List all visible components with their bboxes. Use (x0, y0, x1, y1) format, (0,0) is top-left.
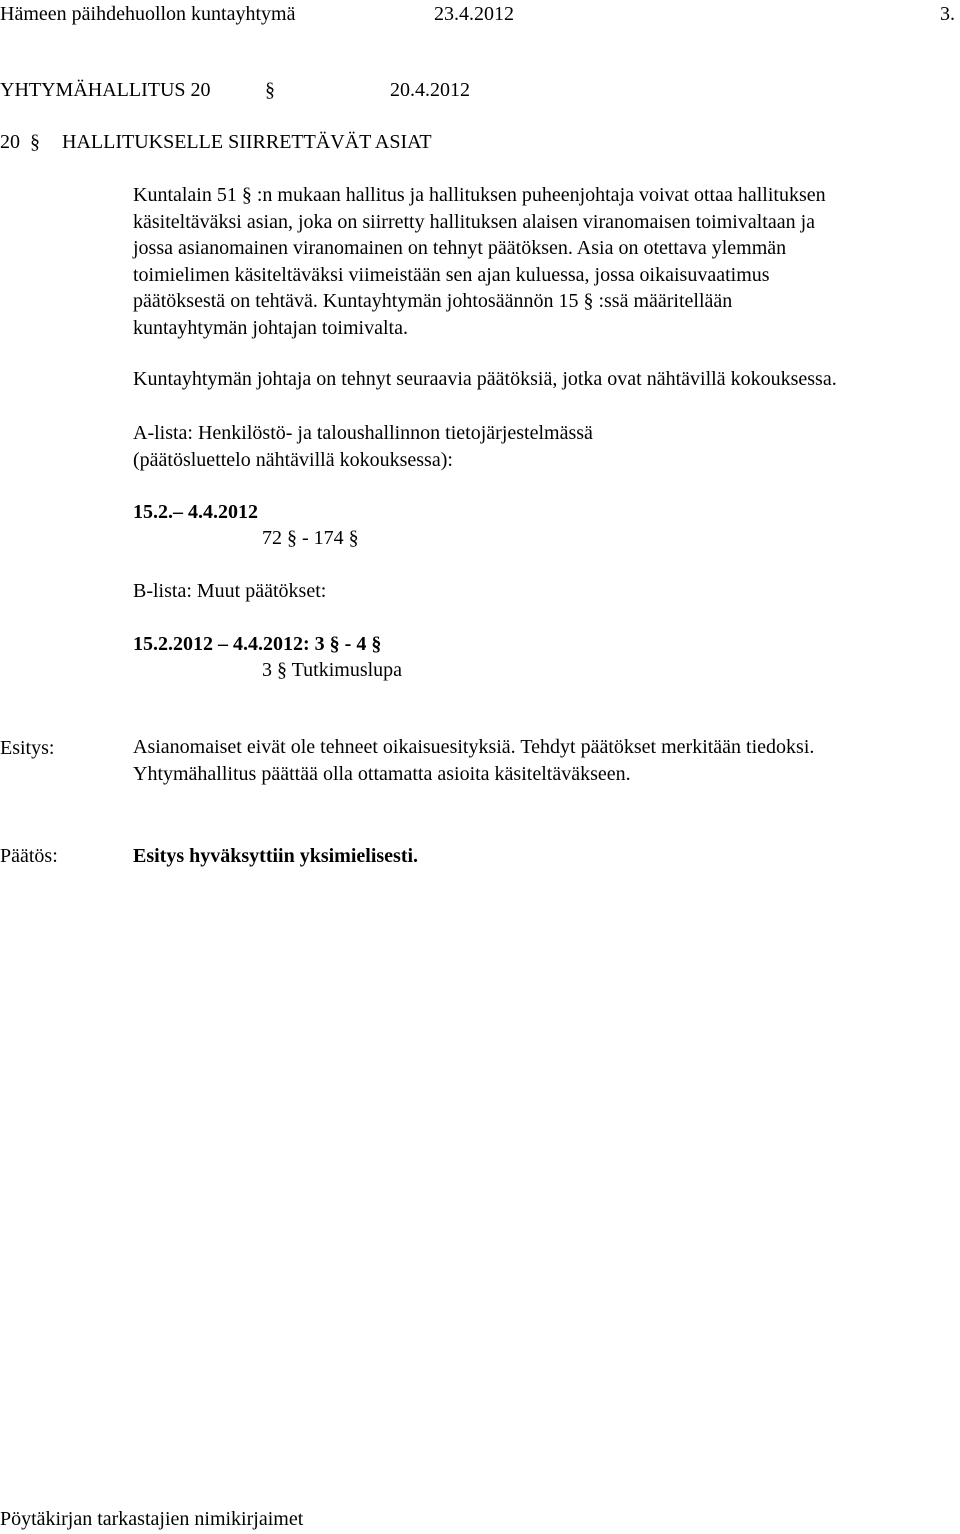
paragraph-line: toimielimen käsiteltäväksi viimeistään sen ajan kuluessa, jossa oikaisuvaatimus (133, 263, 770, 286)
paragraph-line: (päätösluettelo nähtävillä kokouksessa): (133, 448, 453, 471)
header-page-number: 3. (940, 3, 955, 25)
b-list-item: 3 § Tutkimuslupa (262, 659, 403, 681)
meeting-body: YHTYMÄHALLITUS 20 (0, 79, 211, 101)
proposal-line: Asianomaiset eivät ole tehneet oikaisuesityksiä. Tehdyt päätökset merkitään tiedoksi. (133, 736, 815, 758)
proposal-label: Esitys: (0, 737, 55, 759)
item-number: 20 (0, 131, 20, 153)
paragraph-line: päätöksestä on tehtävä. Kuntayhtymän johtosäännön 15 § :ssä määritellään (133, 290, 733, 312)
paragraph-a-list (133, 420, 943, 473)
b-list-period: 15.2.2012 – 4.4.2012: 3 § - 4 § (133, 633, 382, 655)
meeting-date: 20.4.2012 (390, 79, 470, 101)
decision-text: Esitys hyväksyttiin yksimielisesti. (133, 845, 419, 867)
a-list-range: 72 § - 174 § (262, 527, 359, 549)
header-date: 23.4.2012 (434, 3, 514, 25)
item-section-sign: § (30, 131, 40, 153)
b-list-label: B-lista: Muut päätökset: (133, 580, 327, 602)
footer-initials-label: Pöytäkirjan tarkastajien nimikirjaimet (0, 1508, 304, 1530)
item-title: HALLITUKSELLE SIIRRETTÄVÄT ASIAT (62, 131, 432, 153)
decision-label: Päätös: (0, 845, 58, 867)
proposal-line: Yhtymähallitus päättää olla ottamatta asioita käsiteltäväkseen. (133, 762, 631, 785)
paragraph-line: Kuntayhtymän johtaja on tehnyt seuraavia päätöksiä, jotka ovat nähtävillä kokouksessa. (133, 368, 837, 390)
paragraph-line: jossa asianomainen viranomainen on tehnyt päätöksen. Asia on otettava ylemmän (133, 237, 787, 259)
paragraph-line: käsiteltäväksi asian, joka on siirretty hallituksen alaisen viranomaisen toimivaltaan ja (133, 210, 816, 233)
paragraph-line: A-lista: Henkilöstö- ja taloushallinnon tietojärjestelmässä (133, 422, 593, 444)
paragraph-decisions-intro (133, 366, 943, 393)
paragraph-line: kuntayhtymän johtajan toimivalta. (133, 316, 408, 339)
proposal-text (133, 734, 943, 787)
paragraph-legal-basis (133, 182, 943, 341)
header-org: Hämeen päihdehuollon kuntayhtymä (0, 3, 296, 25)
meeting-section-sign: § (265, 79, 275, 101)
a-list-period: 15.2.– 4.4.2012 (133, 501, 258, 523)
paragraph-line: Kuntalain 51 § :n mukaan hallitus ja hallituksen puheenjohtaja voivat ottaa hallituksen (133, 184, 826, 206)
